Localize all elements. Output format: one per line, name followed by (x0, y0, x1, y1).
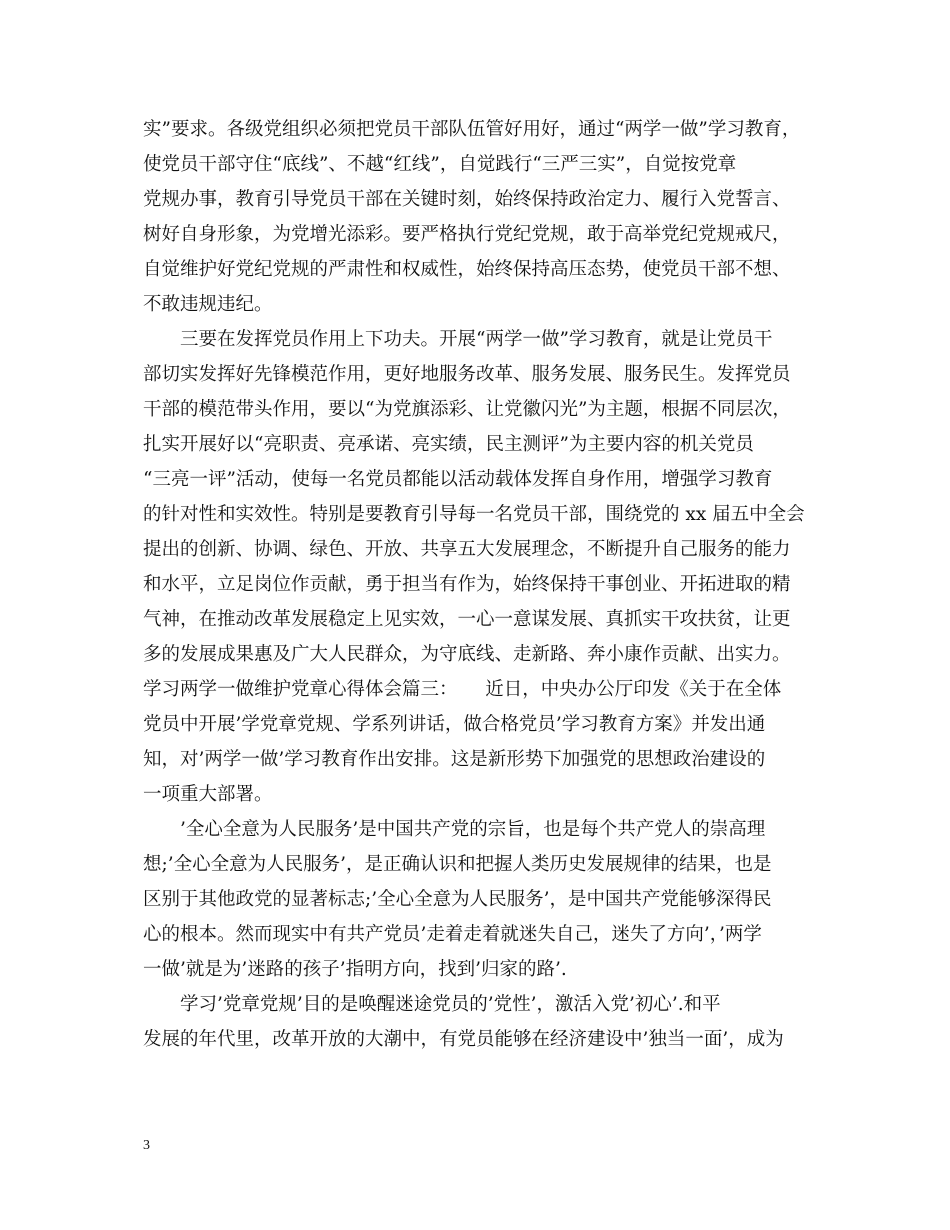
text-line: 党规办事，教育引导党员干部在关键时刻，始终保持政治定力、履行入党誓言、 (143, 189, 791, 210)
text-line: 自觉维护好党纪党规的严肃性和权威性，始终保持高压态势，使党员干部不想、 (143, 259, 791, 280)
text-line: 学习’党章党规’目的是唤醒迷途党员的’党性’，激活入党’初心’.和平 (143, 994, 721, 1015)
text-line: 心的根本。然而现实中有共产党员’走着走着就迷失自己，迷失了方向’，’两学 (143, 924, 762, 945)
text-line: 使党员干部守住“底线”、不越“红线”，自觉践行“三严三实”，自觉按党章 (143, 154, 737, 175)
body-text (143, 112, 813, 1057)
text-line: “三亮一评”活动，使每一名党员都能以活动载体发挥自身作用，增强学习教育 (143, 469, 773, 490)
section-heading-line: 学习两学一做维护党章心得体会篇三： 近日，中央办公厅印发《关于在全体 (143, 679, 782, 700)
text-line: 扎实开展好以“亮职责、亮承诺、亮实绩，民主测评”为主要内容的机关党员 (143, 434, 754, 455)
text-line: 和水平，立足岗位作贡献，勇于担当有作为，始终保持干事创业、开拓进取的精 (143, 574, 791, 595)
text-line: 知，对’两学一做’学习教育作出安排。这是新形势下加强党的思想政治建设的 (143, 749, 766, 770)
text-line: 实”要求。各级党组织必须把党员干部队伍管好用好，通过“两学一做”学习教育， (143, 119, 801, 140)
page-number: 3 (143, 1138, 150, 1153)
text-line: 的针对性和实效性。特别是要教育引导每一名党员干部，围绕党的 xx 届五中全会 (143, 504, 805, 525)
text-line: 气神，在推动改革发展稳定上见实效，一心一意谋发展、真抓实干攻扶贫，让更 (143, 609, 791, 630)
text-line: 树好自身形象，为党增光添彩。要严格执行党纪党规，敢于高举党纪党规戒尺， (143, 224, 791, 245)
text-line: 不敢违规违纪。 (143, 294, 273, 315)
text-line: 部切实发挥好先锋模范作用，更好地服务改革、服务发展、服务民生。发挥党员 (143, 364, 791, 385)
text-line: 干部的模范带头作用，要以“为党旗添彩、让党徽闪光”为主题，根据不同层次， (143, 399, 791, 420)
text-line: 想;’全心全意为人民服务’，是正确认识和把握人类历史发展规律的结果，也是 (143, 854, 772, 875)
text-line: 一做’就是为’迷路的孩子’指明方向，找到’归家的路’. (143, 959, 567, 980)
text-line: 提出的创新、协调、绿色、开放、共享五大发展理念，不断提升自己服务的能力 (143, 539, 791, 560)
text-line: 发展的年代里，改革开放的大潮中，有党员能够在经济建设中’独当一面’，成为 (143, 1029, 784, 1050)
text-line: 党员中开展’学党章党规、学系列讲话，做合格党员’学习教育方案》并发出通 (143, 714, 766, 735)
text-line: ’全心全意为人民服务’是中国共产党的宗旨，也是每个共产党人的崇高理 (143, 819, 766, 840)
text-line: 多的发展成果惠及广大人民群众，为守底线、走新路、奔小康作贡献、出实力。 (143, 644, 791, 665)
text-line: 三要在发挥党员作用上下功夫。开展“两学一做”学习教育，就是让党员干 (143, 329, 773, 350)
text-line: 一项重大部署。 (143, 784, 273, 805)
text-line: 区别于其他政党的显著标志;’全心全意为人民服务’，是中国共产党能够深得民 (143, 889, 772, 910)
